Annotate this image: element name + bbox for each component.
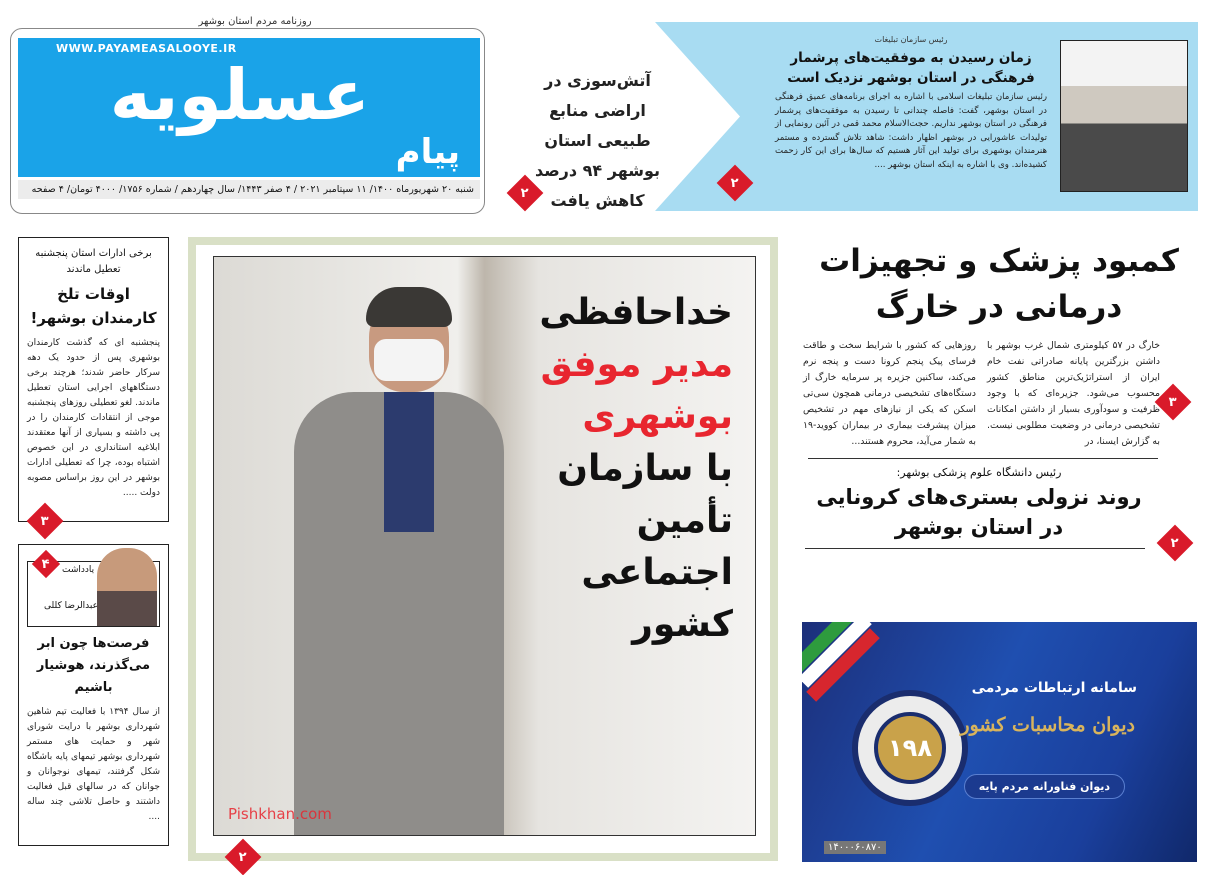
kharg-body-col1: خارگ در ۵۷ کیلومتری شمال غرب بوشهر با داشتن بزرگترین پایانه صادراتی نفت خام ایران از استراتژیک‌ترین مناطق کشور محسوب می‌شود. جزیره‌ای که با وجود ظرفیت و سودآوری بسیار از داشتن امکانات تشخیصی درمانی در وضعیت مطلوبی نیست. به گزارش ایسنا، در [987, 340, 1160, 447]
page-badge: ۳ [1155, 384, 1192, 421]
ad-slogan: دیوان فناورانه مردم پایه [964, 774, 1125, 799]
main-headline-line2: مدیر موفق بوشهری [540, 344, 733, 437]
divider [808, 458, 1158, 459]
page-badge: ۲ [225, 839, 262, 875]
newspaper-logo [18, 38, 480, 177]
page-badge: ۳ [27, 503, 64, 540]
author-box [27, 556, 160, 627]
page-badge: ۴ [32, 550, 60, 578]
culture-story [775, 34, 1047, 172]
culture-body: رئیس سازمان تبلیغات اسلامی با اشاره به اجرای برنامه‌های عمیق فرهنگی در استان بوشهر، گفت: فاصله چندانی تا رسیدن به موفقیت‌های پرشمار فرهنگی در استان بوشهر نداریم. حجت‌الاسلام محمد قمی در آئین رونمایی از تولیدات عاشورایی در بوشهر اظهار داشت: شاهد تلاش گسترده و مستمر هنرمندان بوشهری برای تولید این آثار هستیم که سال‌ها برای این کار زحمت کشیده‌اند. وی با اشاره به اینکه استان بوشهر .... [775, 92, 1047, 170]
note-story-box [18, 544, 169, 846]
fire-headline[interactable]: آتش‌سوزی در اراضی منابع طبیعی استان بوشهر ۹۴ درصد کاهش یافت [534, 71, 661, 210]
author-name: عبدالرضا کللی [43, 601, 98, 611]
main-headline[interactable] [473, 287, 733, 651]
culture-kicker: رئیس سازمان تبلیغات [874, 35, 948, 44]
employees-kicker: برخی ادارات استان پنجشنبه تعطیل ماندند [35, 248, 152, 275]
kharg-body [798, 338, 1200, 450]
logo-url: WWW.PAYAMEASALOOYE.IR [56, 42, 237, 55]
right-column [798, 238, 1200, 549]
page-badge: ۲ [1157, 525, 1194, 562]
left-column [18, 237, 169, 846]
masthead-tagline: روزنامه مردم استان بوشهر [180, 16, 330, 27]
corona-kicker: رئیس دانشگاه علوم پزشکی بوشهر: [896, 466, 1062, 479]
main-headline-line1: خداحافظی [539, 292, 733, 333]
main-headline-line3: با سازمان تأمین اجتماعی کشور [557, 448, 733, 645]
note-body: از سال ۱۳۹۴ با فعالیت تیم شاهین شهرداری بوشهر با درایت شورای شهر و حمایت های مستمر شهرداری بوشهر تیمهای پایه باشگاه شکل گرفتند، تیمهای نوجوانان و جوانان که در سالهای قبل فعالیت داشتند و حاصل تلاشی چند ساله .... [27, 707, 160, 822]
cleric-photo [1060, 40, 1188, 192]
ad-code: ۱۴۰۰۰۶۰۸۷۰ [824, 841, 886, 854]
note-label: یادداشت [62, 565, 95, 575]
hotline-number: ۱۹۸ [874, 712, 946, 784]
employees-headline[interactable]: اوقات تلخ کارمندان بوشهر! [30, 285, 157, 327]
logo-prefix: پیام [395, 132, 460, 172]
divider [805, 548, 1145, 549]
page-badge: ۲ [507, 175, 544, 212]
author-photo [97, 548, 157, 626]
page-badge: ۲ [717, 165, 754, 202]
corona-headline[interactable]: روند نزولی بستری‌های کرونایی در استان بوشهر [816, 485, 1142, 539]
ad-org: دیوان محاسبات کشور [960, 714, 1135, 736]
dateline: شنبه ۲۰ شهریورماه ۱۴۰۰/ ۱۱ سپتامبر ۲۰۲۱ / ۴ صفر ۱۴۴۳/ سال چهاردهم / شماره ۱۷۵۶/ ۴۰۰۰ تومان/ ۴ صفحه [18, 180, 480, 199]
person-figure [274, 277, 504, 836]
logo-name: عسلویه [109, 54, 370, 136]
ad-title: سامانه ارتباطات مردمی [971, 680, 1137, 696]
note-headline[interactable]: فرصت‌ها چون ابر می‌گذرند، هوشیار باشیم [36, 636, 151, 695]
kharg-headline[interactable]: کمبود پزشک و تجهیزات درمانی در خارگ [819, 243, 1179, 325]
culture-headline[interactable]: زمان رسیدن به موفقیت‌های پرشمار فرهنگی در استان بوشهر نزدیک است [787, 50, 1035, 86]
employees-body: پنجشنبه ای که گذشت کارمندان بوشهری پس از حدود یک دهه سرکار حاضر شدند؛ هرچند برخی دستگاههای اجرایی استان تعطیل ماندند. لغو تعطیلی روزهای پنجشنبه موجی از انتقادات کارمندان را در پی داشته و بسیاری از آنها معتقدند ابلاغیه استانداری در این خصوص اشتباه بوده، چرا که تعطیلی ادارات بوشهر در این روز براساس مصوبه دولت ..... [27, 338, 160, 498]
hotline-circle [852, 690, 968, 806]
main-story-photo[interactable] [213, 256, 756, 836]
kharg-body-col2: روزهایی که کشور با شرایط سخت و طاقت فرسای پیک پنجم کرونا دست و پنجه نرم می‌کند، ساکنین جزیره پر سرمایه خارگ از دستگاه‌های تشخیصی درمانی همچون سی‌تی اسکن که یکی از نیازهای مهم در تشخیص میزان پیشرفت بیماری در بیماران کووید-۱۹ به شمار می‌آید، محروم هستند... [803, 340, 976, 447]
watermark: Pishkhan.com [228, 805, 332, 823]
advertisement-banner[interactable] [802, 622, 1197, 862]
employees-story-box [18, 237, 169, 529]
